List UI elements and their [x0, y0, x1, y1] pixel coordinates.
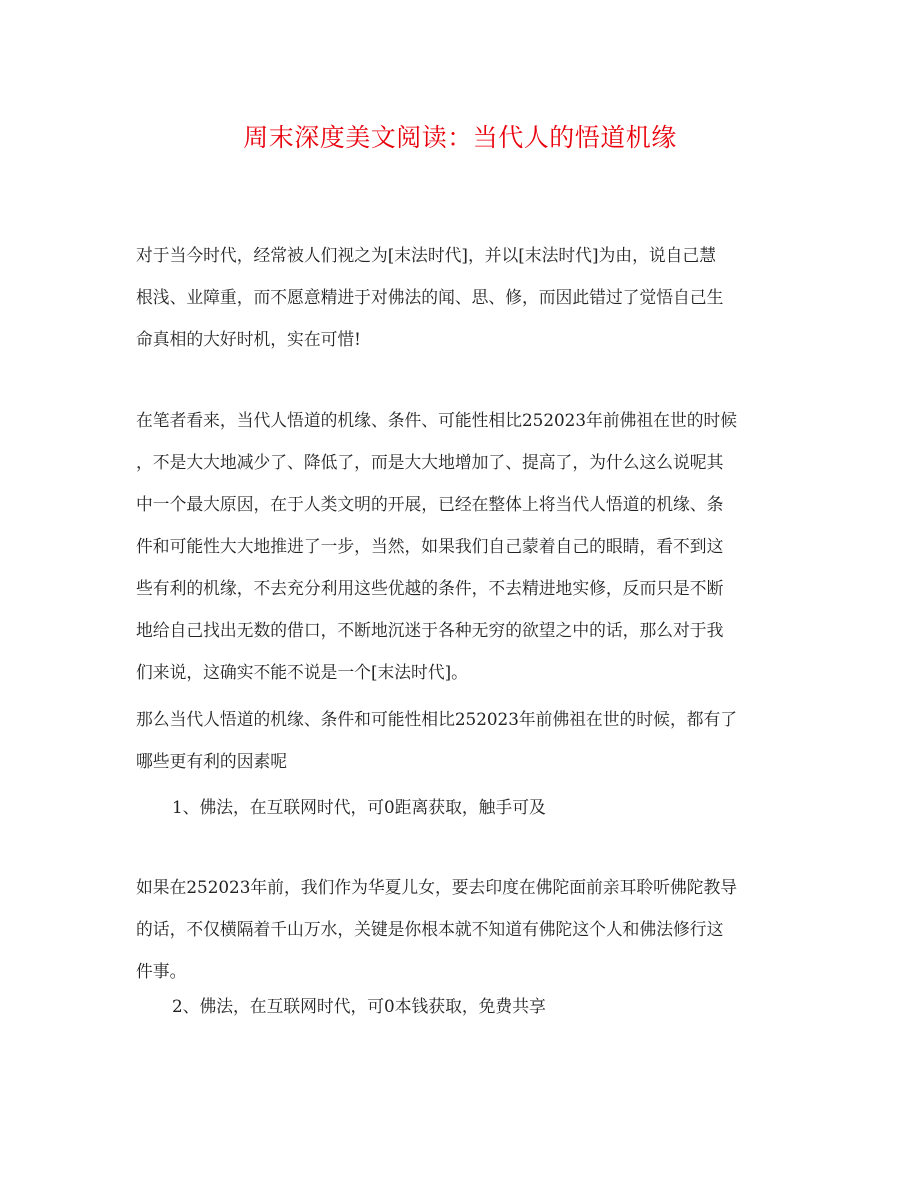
text-line: 些有利的机缘，不去充分利用这些优越的条件，不去精进地实修，反而只是不断	[136, 578, 724, 598]
text-line: 2、佛法，在互联网时代，可0本钱获取，免费共享	[172, 996, 546, 1016]
paragraph-4	[136, 866, 786, 992]
text-line: 命真相的大好时机，实在可惜!	[136, 329, 361, 349]
text-line: 的话，不仅横隔着千山万水，关键是你根本就不知道有佛陀这个人和佛法修行这	[136, 919, 724, 939]
text-line: 根浅、业障重，而不愿意精进于对佛法的闻、思、修，而因此错过了觉悟自己生	[136, 287, 724, 307]
text-line: 地给自己找出无数的借口，不断地沉迷于各种无穷的欲望之中的话，那么对于我	[136, 620, 724, 640]
text-line: 哪些更有利的因素呢	[136, 751, 288, 771]
paragraph-3	[136, 698, 786, 782]
text-line: 1、佛法，在互联网时代，可0距离获取，触手可及	[172, 797, 546, 817]
paragraph-1	[136, 234, 786, 360]
text-line: 中一个最大原因，在于人类文明的开展，已经在整体上将当代人悟道的机缘、条	[136, 494, 724, 514]
paragraph-2	[136, 399, 786, 693]
list-item-1	[136, 786, 786, 828]
text-line: 件事。	[136, 961, 187, 981]
text-line: 在笔者看来，当代人悟道的机缘、条件、可能性相比252023年前佛祖在世的时候	[136, 410, 738, 430]
text-line: ，不是大大地减少了、降低了，而是大大地增加了、提高了，为什么这么说呢其	[136, 452, 724, 472]
text-line: 那么当代人悟道的机缘、条件和可能性相比252023年前佛祖在世的时候，都有了	[136, 709, 738, 729]
text-line: 对于当今时代，经常被人们视之为[末法时代]，并以[末法时代]为由，说自己慧	[136, 245, 716, 265]
text-line: 如果在252023年前，我们作为华夏儿女，要去印度在佛陀面前亲耳聆听佛陀教导	[136, 877, 738, 897]
text-line: 件和可能性大大地推进了一步，当然，如果我们自己蒙着自己的眼睛，看不到这	[136, 536, 724, 556]
list-item-2	[136, 985, 786, 1027]
text-line: 们来说，这确实不能不说是一个[末法时代]。	[136, 662, 468, 682]
document-title: 周末深度美文阅读：当代人的悟道机缘	[243, 123, 677, 152]
